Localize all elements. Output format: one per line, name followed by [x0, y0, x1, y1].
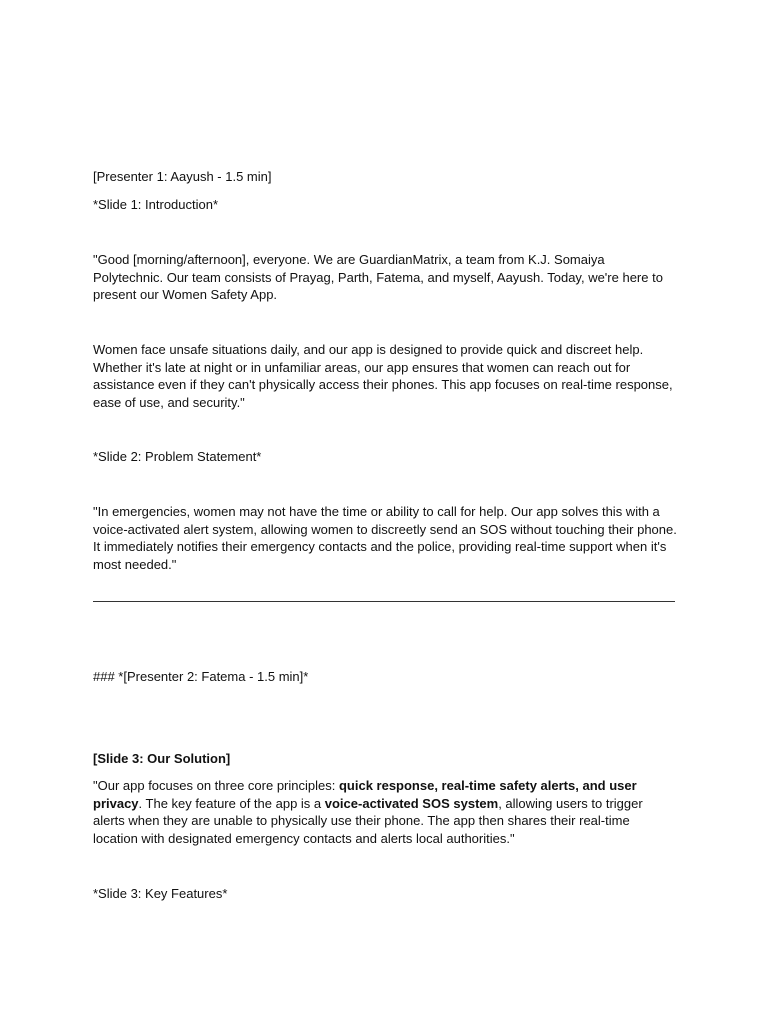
solution-bold-principles: quick response, real-time safety alerts, and user privacy	[93, 778, 637, 811]
slide-2-heading: *Slide 2: Problem Statement*	[93, 449, 262, 464]
presenter-1-heading: [Presenter 1: Aayush - 1.5 min]	[93, 169, 272, 184]
slide-3-solution-heading	[93, 750, 677, 768]
slide-1-heading: *Slide 1: Introduction*	[93, 197, 219, 212]
slide-3-solution-paragraph	[93, 777, 677, 847]
horizontal-rule	[93, 601, 675, 602]
presenter-2-heading: ### *[Presenter 2: Fatema - 1.5 min]*	[93, 669, 309, 684]
slide-1-paragraph-2: Women face unsafe situations daily, and our app is designed to provide quick and discreet help. Whether it's late at night or in unfamiliar areas, our app ensures that women can reach out for assistance even if they can't physically access their phones. This app focuses on real-time response, ease of use, and security."	[93, 342, 673, 410]
solution-text-part-2: . The key feature of the app is a	[138, 795, 325, 811]
solution-text-part-3: , allowing users to trigger alerts when they are unable to physically use their phone. The app then shares their real-time location with designated emergency contacts and alerts local authorities."	[93, 795, 643, 846]
slide-2-paragraph: "In emergencies, women may not have the time or ability to call for help. Our app solves this with a voice-activated alert system, allowing women to discreetly send an SOS without touching their phone. It immediately notifies their emergency contacts and the police, providing real-time support when it's most needed."	[93, 504, 677, 572]
slide-3-features-heading: *Slide 3: Key Features*	[93, 886, 228, 901]
slide-3-solution-heading-text: [Slide 3: Our Solution]	[93, 751, 231, 766]
slide-1-paragraph-1: "Good [morning/afternoon], everyone. We are GuardianMatrix, a team from K.J. Somaiya Polytechnic. Our team consists of Prayag, Parth, Fatema, and myself, Aayush. Today, we're here to present our Women Safety App.	[93, 252, 663, 302]
solution-text-part-1: "Our app focuses on three core principles:	[93, 778, 339, 793]
solution-bold-sos-system: voice-activated SOS system	[324, 795, 499, 811]
